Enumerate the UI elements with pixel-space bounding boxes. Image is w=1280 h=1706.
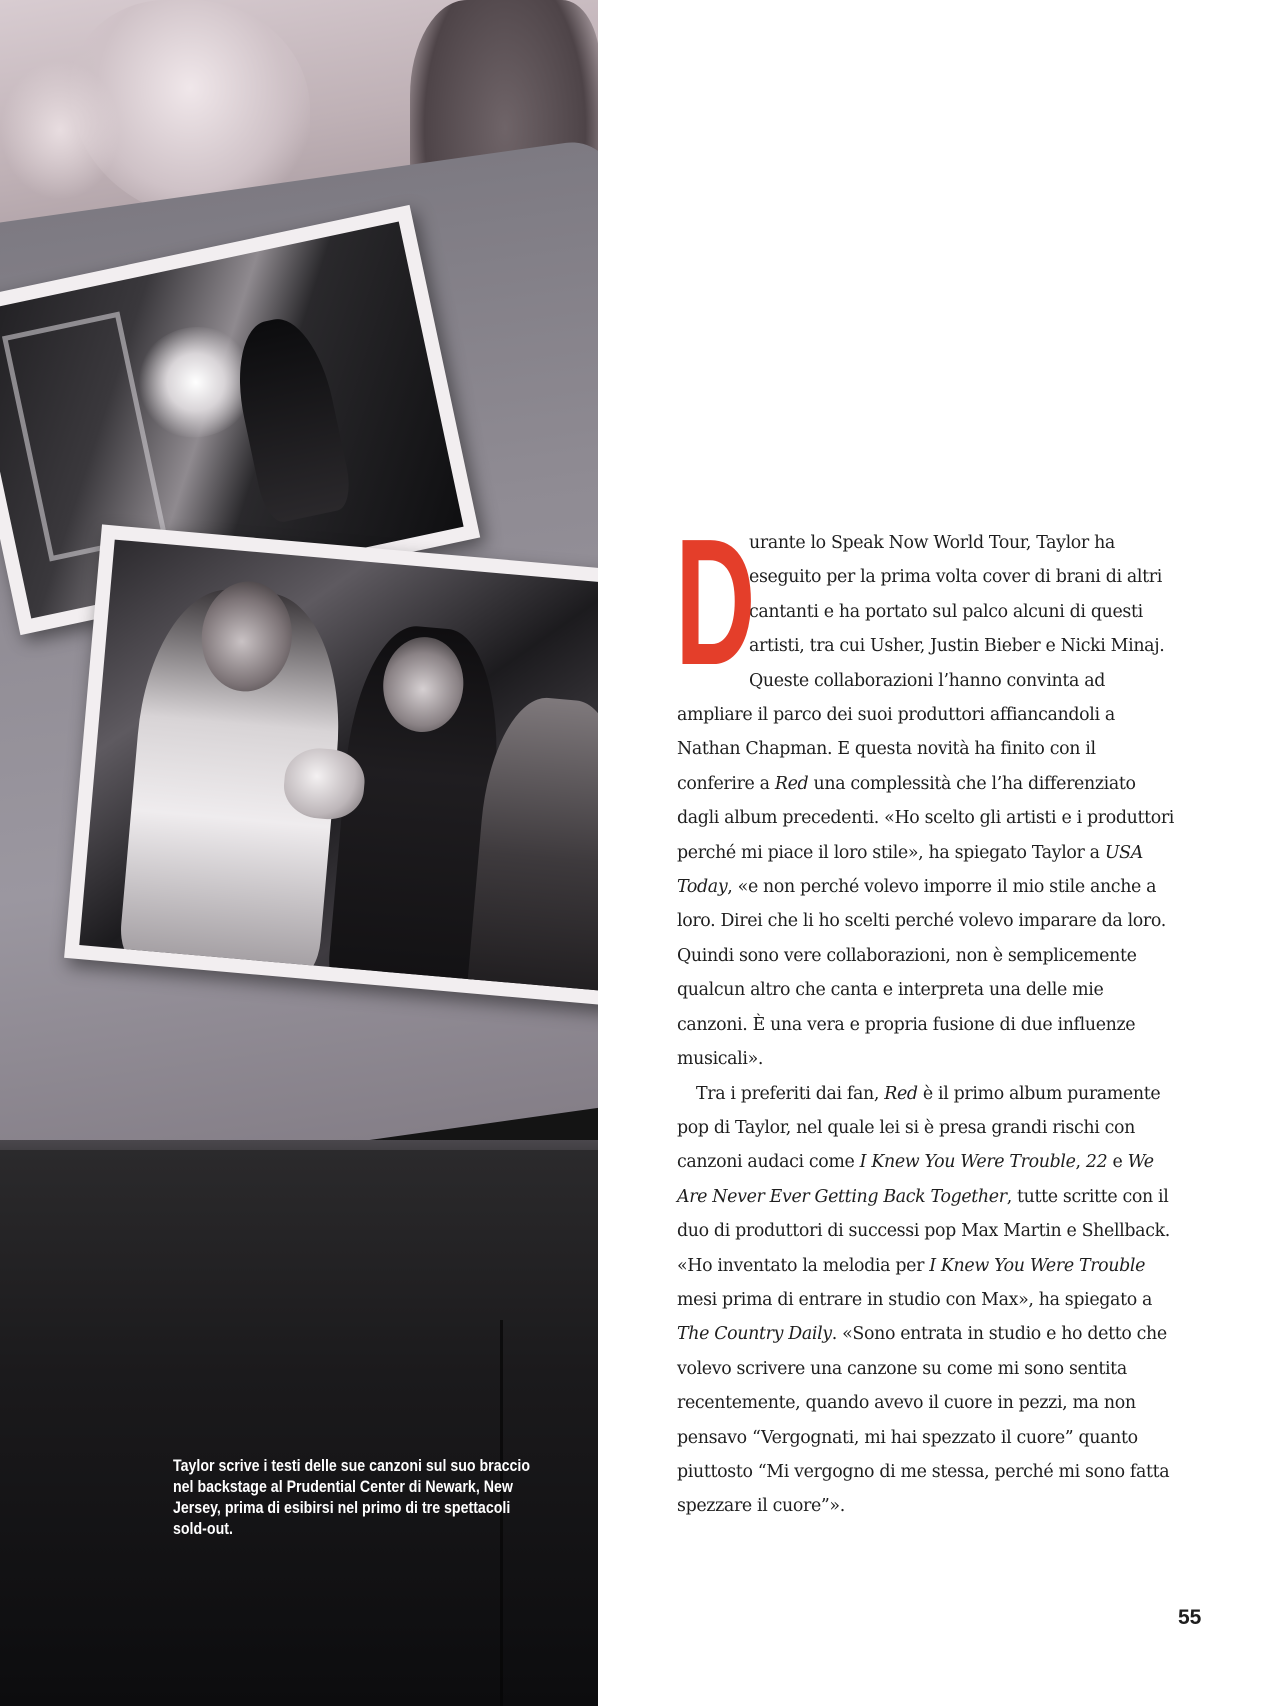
- desk: [0, 1150, 598, 1706]
- doorframe-shape: [2, 312, 167, 562]
- text-run: una complessità che l’ha differenziato dagli album precedenti. «Ho scelto gli artisti e i produttori perché mi piace il loro stile», ha spiegato Taylor a: [677, 773, 1175, 863]
- article-paragraph-1: [675, 502, 1177, 1077]
- italic-title: Red: [884, 1083, 918, 1104]
- text-run: mesi prima di entrare in studio con Max», ha spiegato a: [677, 1289, 1153, 1310]
- text-run: , tutte scritte con il duo di produttori di successi pop Max Martin e Shellback. «Ho inventato la melodia per: [677, 1186, 1170, 1276]
- italic-title: USA Today: [677, 842, 1143, 898]
- drop-cap: D: [675, 502, 756, 703]
- text-run: urante lo Speak Now World Tour, Taylor ha eseguito per la prima volta cover di brani di altri cantanti e ha portato sul palco alcuni di questi artisti, tra cui Usher, Justin Bieber e Nicki Minaj. Queste collaborazioni l’hanno convinta ad ampliare il parco dei suoi produttori affiancandoli a Nathan Chapman. E questa novità ha finito con il conferire a: [677, 533, 1165, 794]
- photo-panel: [0, 0, 598, 1706]
- text-run: Tra i preferiti dai fan,: [696, 1083, 885, 1104]
- snapshot-photo-2: [64, 524, 598, 1006]
- italic-title: I Knew You Were Trouble: [859, 1152, 1076, 1173]
- italic-title: 22: [1085, 1152, 1108, 1173]
- figure-silhouette: [225, 311, 355, 525]
- article-paragraph-2: [677, 1077, 1177, 1524]
- text-run: ,: [1075, 1152, 1086, 1173]
- text-run: e: [1107, 1152, 1128, 1173]
- italic-title: We Are Never Ever Getting Back Together: [677, 1152, 1154, 1207]
- page-number: 55: [1178, 1606, 1202, 1629]
- italic-title: Red: [774, 773, 809, 794]
- text-run: . «Sono entrata in studio e ho detto che volevo scrivere una canzone su come mi sono sentita recentemente, quando avevo il cuore in pezzi, ma non pensavo “Vergognati, mi hai spezzato il cuore” quanto piuttosto “Mi vergogno di me stessa, perché mi sono fatta spezzare il cuore”».: [677, 1324, 1170, 1517]
- photo-caption: Taylor scrive i testi delle sue canzoni sul suo braccio nel backstage al Prudential Center di Newark, New Jersey, prima di esibirsi nel primo di tre spettacoli sold-out.: [173, 1457, 530, 1538]
- text-run: è il primo album puramente pop di Taylor, nel quale lei si è presa grandi rischi con canzoni audaci come: [677, 1083, 1161, 1173]
- italic-title: I Knew You Were Trouble: [929, 1255, 1146, 1276]
- text-run: , «e non perché volevo imporre il mio stile anche a loro. Direi che li ho scelti perché volevo imparare da loro. Quindi sono vere collaborazioni, non è semplicemente qualcun altro che canta e interpreta una delle mie canzoni. È una vera e propria fusione di due influenze musicali».: [677, 877, 1166, 1070]
- background-highlight: [0, 60, 120, 200]
- article-body: [675, 502, 1177, 1524]
- snapshot-photo-2-image: [79, 540, 598, 992]
- italic-title: The Country Daily: [677, 1324, 832, 1345]
